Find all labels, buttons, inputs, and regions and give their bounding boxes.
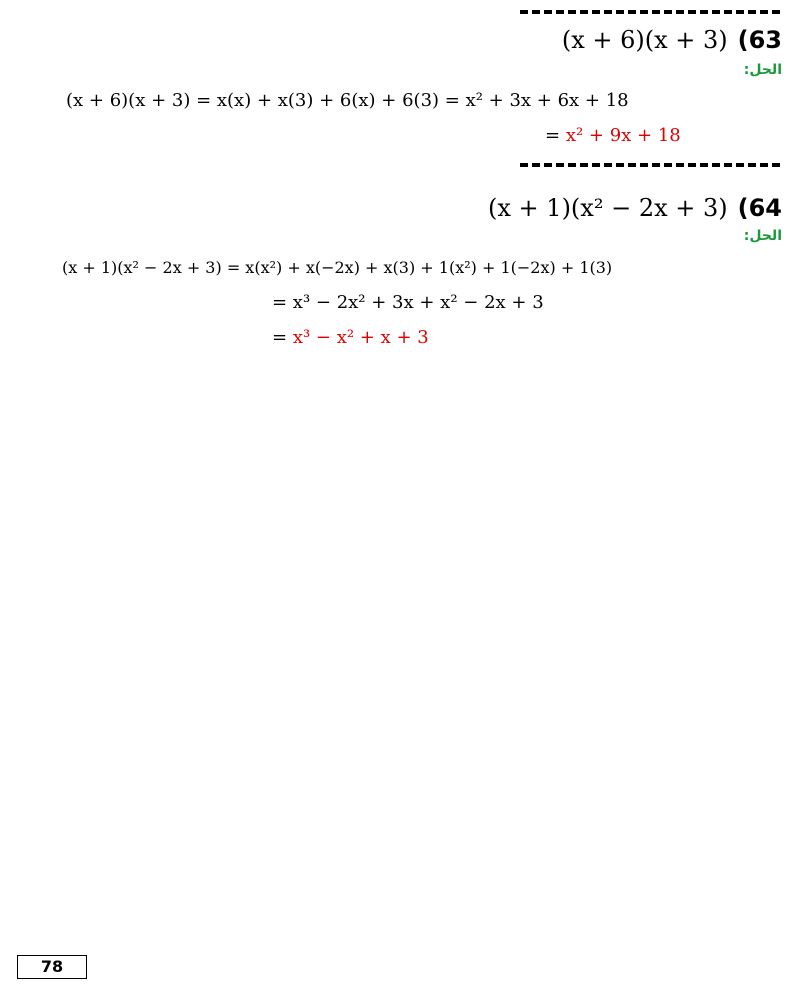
separator-middle xyxy=(520,163,780,167)
problem-64-line-3-prefix: = xyxy=(272,327,293,348)
problem-63-header xyxy=(562,26,782,54)
problem-63-solution-label: الحل: xyxy=(743,62,782,78)
problem-63-number: (63 xyxy=(737,26,782,54)
problem-63-answer: x² + 9x + 18 xyxy=(565,125,681,146)
problem-63-line-2 xyxy=(545,125,681,146)
problem-63-line-2-prefix: = xyxy=(545,125,566,146)
problem-64-line-2: = x³ − 2x² + 3x + x² − 2x + 3 xyxy=(272,292,544,313)
problem-63-line-1: (x + 6)(x + 3) = x(x) + x(3) + 6(x) + 6(3) = x² + 3x + 6x + 18 xyxy=(66,90,629,111)
problem-64-header xyxy=(488,194,782,222)
problem-64-number: (64 xyxy=(737,194,782,222)
page-number: 78 xyxy=(17,955,87,979)
problem-63-expression: (x + 6)(x + 3) xyxy=(561,26,728,54)
problem-64-expression: (x + 1)(x² − 2x + 3) xyxy=(488,194,728,222)
separator-top xyxy=(520,10,780,14)
problem-64-line-1: (x + 1)(x² − 2x + 3) = x(x²) + x(−2x) + x(3) + 1(x²) + 1(−2x) + 1(3) xyxy=(62,258,613,277)
problem-64-answer: x³ − x² + x + 3 xyxy=(292,327,429,348)
problem-64-solution-label: الحل: xyxy=(743,228,782,244)
problem-64-line-3 xyxy=(272,327,429,348)
